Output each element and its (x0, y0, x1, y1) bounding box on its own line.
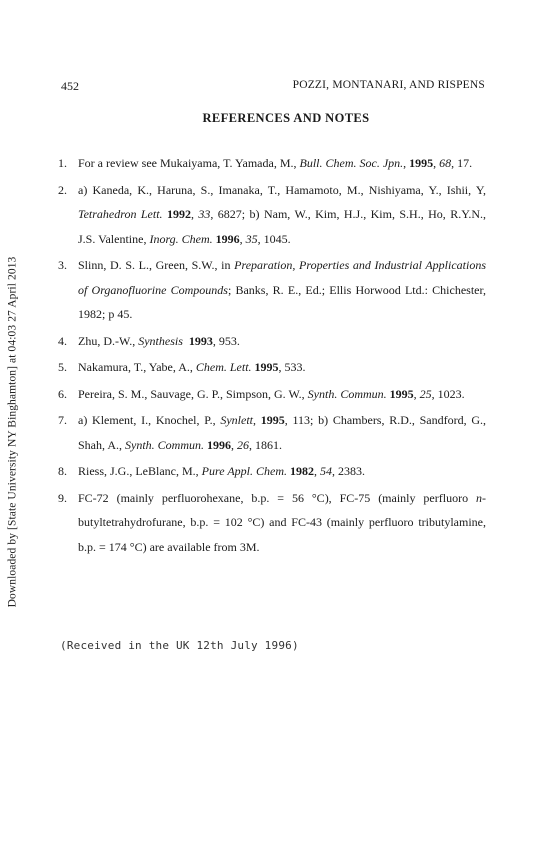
reference-number: 9. (58, 490, 67, 505)
reference-number: 8. (58, 464, 67, 478)
reference-item (58, 459, 486, 484)
received-note: (Received in the UK 12th July 1996) (60, 639, 299, 652)
reference-number: 1. (58, 156, 67, 170)
reference-number: 3. (58, 258, 67, 272)
reference-text: Pereira, S. M., Sauvage, G. P., Simpson, G. W., Synth. Commun. 1995, 25, 1023. (78, 386, 465, 401)
reference-number: 6. (58, 386, 67, 401)
download-watermark (0, 0, 24, 863)
reference-item (58, 151, 486, 176)
section-title: REFERENCES AND NOTES (202, 111, 370, 125)
download-watermark-text: Downloaded by [State University NY Binghamton] at 04:03 27 April 2013 (6, 256, 19, 607)
reference-text: Slinn, D. S. L., Green, S.W., in Preparation, Properties and Industrial Applications of Organofluorine Compounds; Banks, R. E., Ed.; Ellis Horwood Ltd.: Chichester, 1982; p 45. (78, 258, 486, 321)
reference-list (58, 151, 486, 561)
reference-item (58, 382, 486, 407)
reference-text: Nakamura, T., Yabe, A., Chem. Lett. 1995, 533. (78, 360, 306, 374)
reference-text: FC-72 (mainly perfluorohexane, b.p. = 56 °C), FC-75 (mainly perfluoro n-butyltetrahydrofurane, b.p. = 102 °C) and FC-43 (mainly perfluoro tributylamine, b.p. = 174 °C) are available from 3M. (78, 490, 486, 554)
reference-number: 5. (58, 360, 67, 374)
reference-text: a) Klement, I., Knochel, P., Synlett, 1995, 113; b) Chambers, R.D., Sandford, G., Shah, A., Synth. Commun. 1996, 26, 1861. (78, 413, 487, 452)
reference-number: 2. (58, 182, 67, 197)
reference-text: For a review see Mukaiyama, T. Yamada, M., Bull. Chem. Soc. Jpn., 1995, 68, 17. (78, 156, 473, 170)
reference-item (58, 355, 486, 380)
reference-text: a) Kaneda, K., Haruna, S., Imanaka, T., Hamamoto, M., Nishiyama, Y., Ishii, Y, Tetrahedron Lett. 1992, 33, 6827; b) Nam, W., Kim, H.J., Kim, S.H., Ho, R.Y.N., J.S. Valentine, Inorg. Chem. 1996, 35, 1045. (78, 182, 487, 246)
reference-text: Riess, J.G., LeBlanc, M., Pure Appl. Chem. 1982, 54, 2383. (78, 464, 365, 478)
reference-item (58, 329, 486, 354)
page-number: 452 (61, 79, 79, 93)
reference-number: 7. (58, 413, 67, 427)
reference-item (58, 408, 486, 457)
reference-item (58, 178, 486, 252)
reference-item (58, 253, 486, 327)
reference-number: 4. (58, 333, 67, 348)
reference-item (58, 486, 486, 560)
reference-text: Zhu, D.-W., Synthesis 1993, 953. (78, 333, 240, 348)
running-head: POZZI, MONTANARI, AND RISPENS (292, 79, 485, 91)
